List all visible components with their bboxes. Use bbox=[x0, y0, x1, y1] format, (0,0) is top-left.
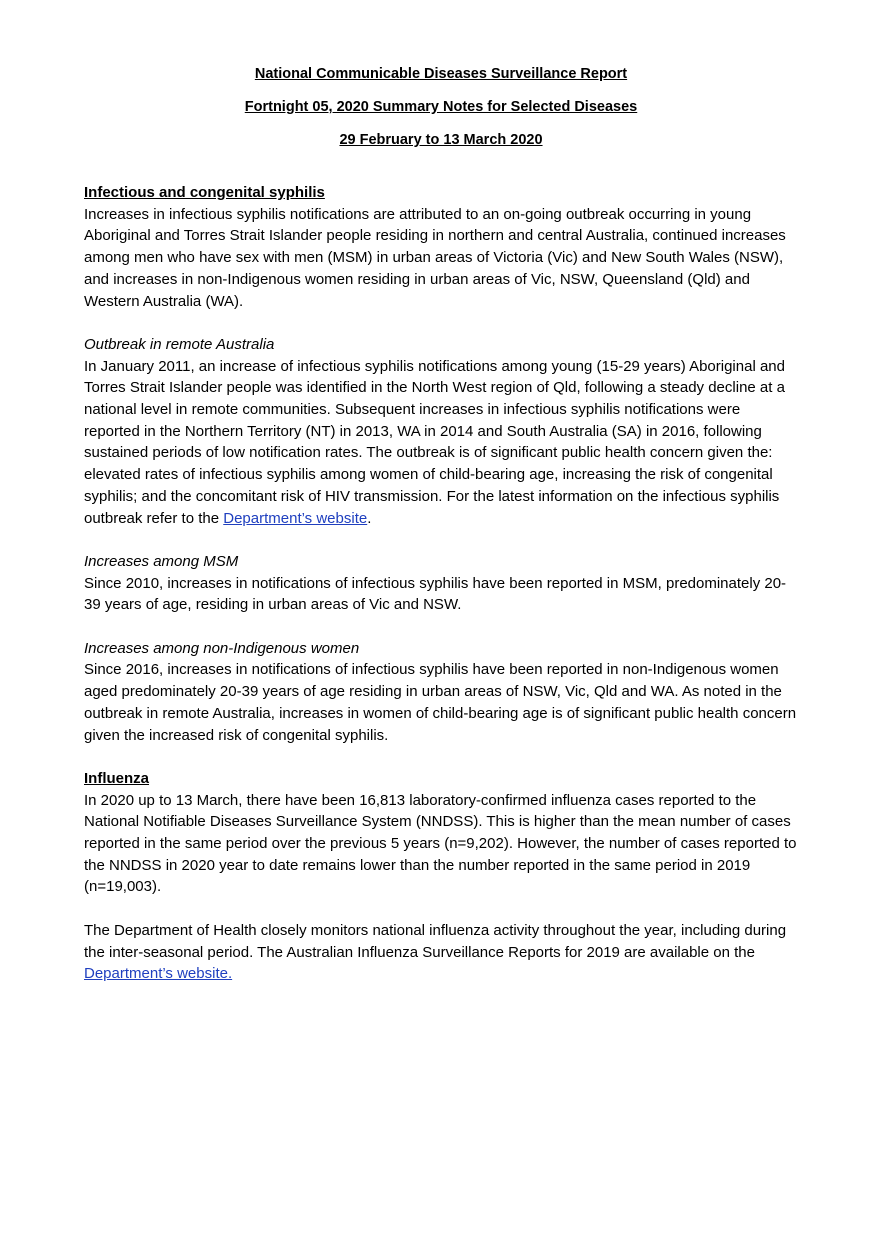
women-paragraph: Since 2016, increases in notifications of infectious syphilis have been reported in non-Indigenous women aged predominately 20-39 years of age residing in urban areas of NSW, Vic, Qld and WA. As noted in the outbreak in remote Australia, increases in women of child-bearing age is of significant public health concern given the increased risk of congenital syphilis. bbox=[84, 661, 797, 744]
document-body bbox=[84, 182, 800, 985]
influenza-paragraph-1: In 2020 up to 13 March, there have been 16,813 laboratory-confirmed influenza cases reported to the National Notifiable Diseases Surveillance System (NNDSS). This is higher than the mean number of cases reported in the same period over the previous 5 years (n=9,202). However, the number of cases reported to the NNDSS in 2020 year to date remains lower than the number reported in the same period in 2019 (n=19,003). bbox=[84, 791, 797, 896]
paragraph-gap bbox=[84, 746, 800, 768]
report-subtitle: Fortnight 05, 2020 Summary Notes for Selected Diseases bbox=[244, 99, 638, 115]
syphilis-intro-paragraph: Increases in infectious syphilis notifications are attributed to an on-going outbreak occurring in young Aboriginal and Torres Strait Islander people residing in northern and central Australia, continued increases among men who have sex with men (MSM) in urban areas of Victoria (Vic) and New South Wales (NSW), and increases in non-Indigenous women residing in urban areas of Vic, NSW, Queensland (Qld) and Western Australia (WA). bbox=[84, 205, 786, 310]
remote-outbreak-period: . bbox=[367, 509, 372, 527]
remote-outbreak-paragraph bbox=[84, 356, 800, 530]
subheading-msm: Increases among MSM bbox=[84, 552, 239, 570]
section-heading-syphilis: Infectious and congenital syphilis bbox=[84, 184, 325, 201]
influenza-paragraph-2 bbox=[84, 920, 800, 985]
subheading-remote-outbreak: Outbreak in remote Australia bbox=[84, 335, 275, 353]
paragraph-gap bbox=[84, 898, 800, 920]
subheading-women: Increases among non-Indigenous women bbox=[84, 639, 360, 657]
remote-outbreak-text: In January 2011, an increase of infectious syphilis notifications among young (15-29 years) Aboriginal and Torres Strait Islander people was identified in the North West region of Qld, following a steady decline at a national level in remote communities. Subsequent increases in infectious syphilis notifications were reported in the Northern Territory (NT) in 2013, WA in 2014 and South Australia (SA) in 2016, following sustained periods of low notification rates. The outbreak is of significant public health concern given the: elevated rates of infectious syphilis among women of child-bearing age, increasing the risk of congenital syphilis; and the concomitant risk of HIV transmission. For the latest information on the infectious syphilis outbreak refer to the bbox=[84, 357, 785, 527]
paragraph-gap bbox=[84, 529, 800, 551]
influenza-department-website-link[interactable]: Department’s website. bbox=[84, 965, 233, 983]
report-title: National Communicable Diseases Surveillance Report bbox=[254, 66, 628, 82]
section-heading-influenza: Influenza bbox=[84, 769, 150, 787]
report-date-range: 29 February to 13 March 2020 bbox=[339, 132, 543, 148]
influenza-paragraph-2-text: The Department of Health closely monitors national influenza activity throughout the year, including during the inter-seasonal period. The Australian Influenza Surveillance Reports for 2019 are available on the bbox=[84, 921, 787, 961]
department-website-link[interactable]: Department’s website bbox=[223, 509, 368, 527]
msm-paragraph: Since 2010, increases in notifications of infectious syphilis have been reported in MSM, predominately 20-39 years of age, residing in urban areas of Vic and NSW. bbox=[84, 574, 787, 614]
paragraph-gap bbox=[84, 312, 800, 334]
paragraph-gap bbox=[84, 616, 800, 638]
